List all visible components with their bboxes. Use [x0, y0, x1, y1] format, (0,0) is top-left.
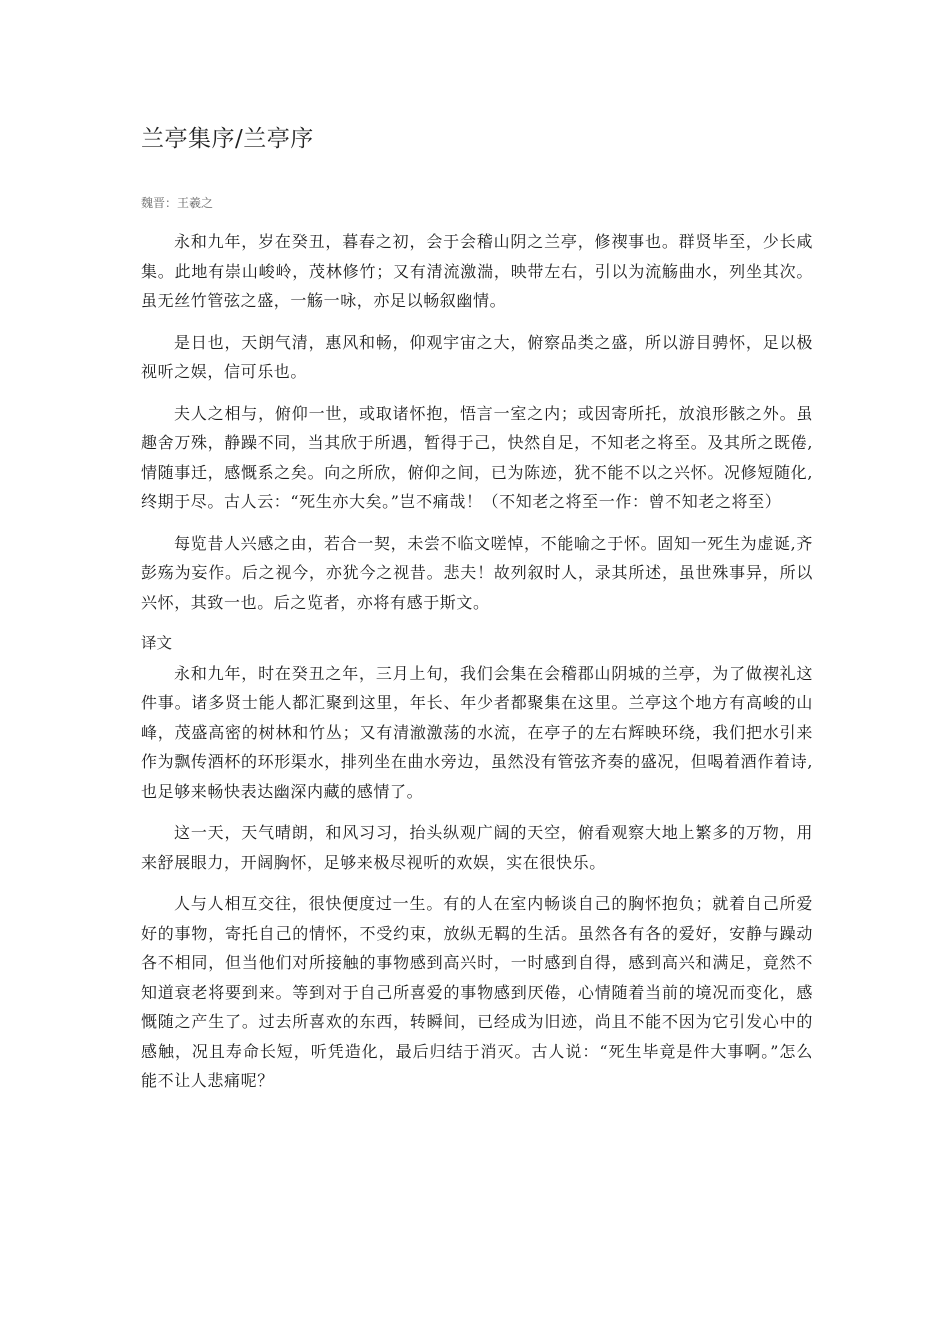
translation-paragraph-3: 人与人相互交往，很快便度过一生。有的人在室内畅谈自己的胸怀抱负；就着自己所爱好的事物，寄托自己的情怀，不受约束，放纵无羁的生活。虽然各有各的爱好，安静与躁动各不相同，但当他们对所接触的事物感到高兴时，一时感到自得，感到高兴和满足，竟然不知道衰老将要到来。等到对于自己所喜爱的事物感到厌倦，心情随着当前的境况而变化，感慨随之产生了。过去所喜欢的东西，转瞬间，已经成为旧迹，尚且不能不因为它引发心中的感触，况且寿命长短，听凭造化，最后归结于消灭。古人说：“死生毕竟是件大事啊。”怎么能不让人悲痛呢？	[141, 894, 813, 1090]
translation-paragraph-2: 这一天，天气晴朗，和风习习，抬头纵观广阔的天空，俯看观察大地上繁多的万物，用来舒展眼力，开阔胸怀，足够来极尽视听的欢娱，实在很快乐。	[141, 823, 813, 872]
original-paragraph-1: 永和九年，岁在癸丑，暮春之初，会于会稽山阴之兰亭，修禊事也。群贤毕至，少长咸集。此地有崇山峻岭，茂林修竹；又有清流激湍，映带左右，引以为流觞曲水，列坐其次。虽无丝竹管弦之盛，一觞一咏，亦足以畅叙幽情。	[141, 232, 813, 310]
original-paragraph-3: 夫人之相与，俯仰一世，或取诸怀抱，悟言一室之内；或因寄所托，放浪形骸之外。虽趣舍万殊，静躁不同，当其欣于所遇，暂得于己，快然自足，不知老之将至。及其所之既倦,情随事迁，感慨系之矣。向之所欣，俯仰之间，已为陈迹，犹不能不以之兴怀。况修短随化,终期于尽。古人云：“死生亦大矣。”岂不痛哉！（不知老之将至一作：曾不知老之将至）	[141, 403, 813, 511]
original-paragraph-2: 是日也，天朗气清，惠风和畅，仰观宇宙之大，俯察品类之盛，所以游目骋怀，足以极视听之娱，信可乐也。	[141, 332, 813, 381]
page-title: 兰亭集序/兰亭序	[141, 126, 314, 152]
author-line: 魏晋：王羲之	[141, 196, 214, 210]
original-paragraph-4: 每览昔人兴感之由，若合一契，未尝不临文嗟悼，不能喻之于怀。固知一死生为虚诞,齐彭殇为妄作。后之视今，亦犹今之视昔。悲夫！故列叙时人，录其所述，虽世殊事异，所以兴怀，其致一也。后之览者，亦将有感于斯文。	[141, 533, 813, 612]
translation-heading: 译文	[141, 634, 173, 652]
document-body	[141, 227, 813, 1096]
translation-paragraph-1: 永和九年，时在癸丑之年，三月上旬，我们会集在会稽郡山阴城的兰亭，为了做禊礼这件事。诸多贤士能人都汇聚到这里，年长、年少者都聚集在这里。兰亭这个地方有高峻的山峰，茂盛高密的树林和竹丛；又有清澈激荡的水流，在亭子的左右辉映环绕，我们把水引来作为飘传酒杯的环形渠水，排列坐在曲水旁边，虽然没有管弦齐奏的盛况，但喝着酒作着诗,也足够来畅快表达幽深内藏的感情了。	[141, 663, 813, 801]
